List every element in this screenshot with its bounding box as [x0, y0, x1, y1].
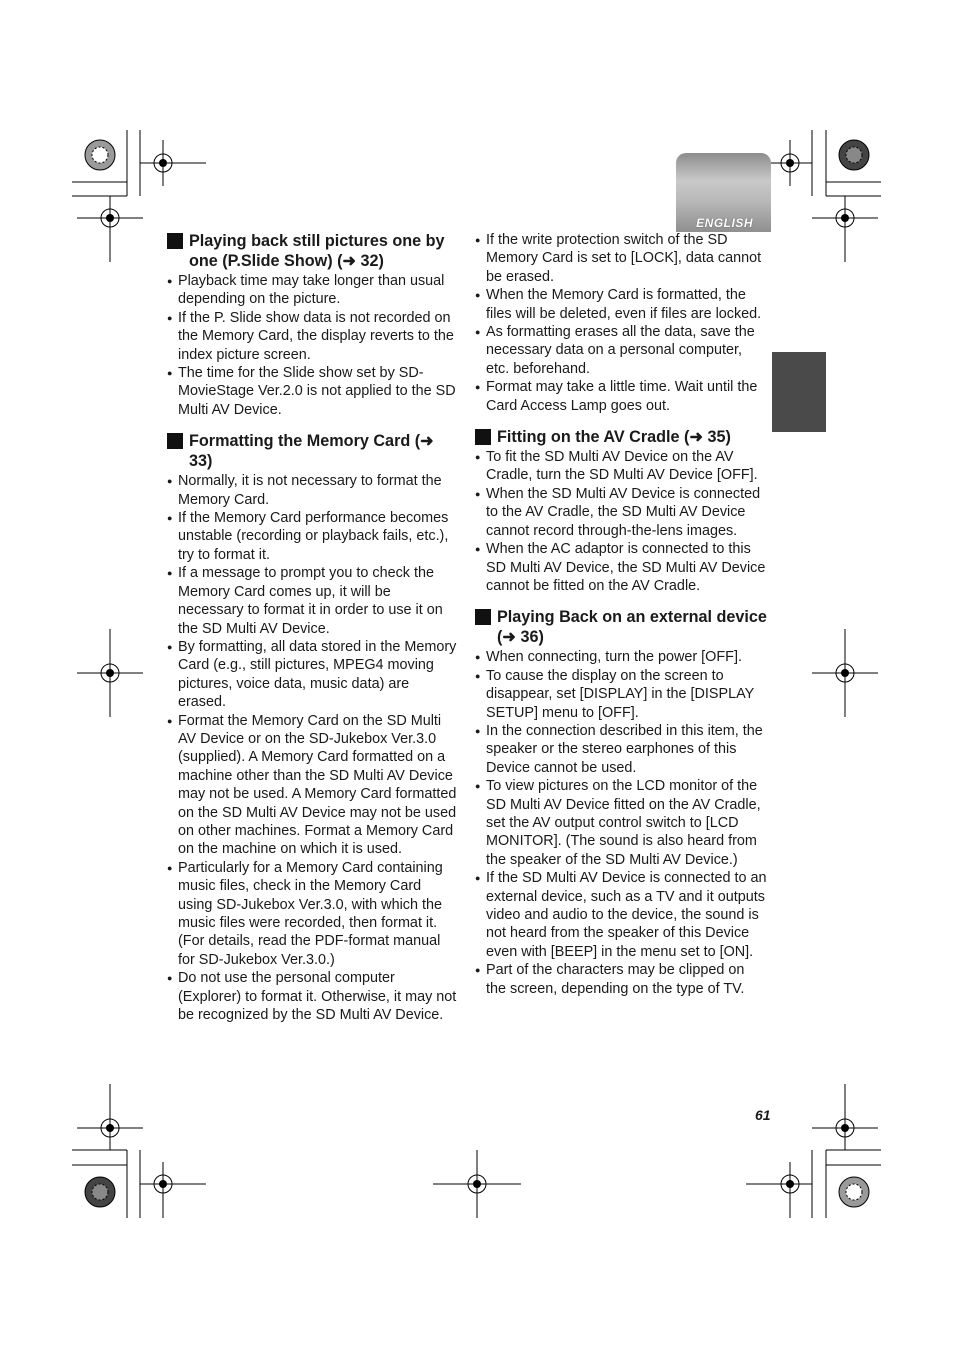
list-item: ● Normally, it is not necessary to format the Memory Card. — [167, 472, 457, 509]
list-item: ● When the Memory Card is formatted, the files will be deleted, even if files are locked. — [475, 286, 767, 323]
section-heading — [475, 607, 767, 647]
list-item: ● If the write protection switch of the SD Memory Card is set to [LOCK], data cannot be erased. — [475, 231, 767, 286]
list-item: ● Particularly for a Memory Card containing music files, check in the Memory Card using SD-Jukebox Ver.3.0, with which the music files were recorded, then format it. (For details, read the PDF-format manual for SD-Jukebox Ver.3.0.) — [167, 859, 457, 969]
heading-square-icon — [475, 609, 491, 625]
language-tab — [676, 153, 771, 232]
heading-text: Formatting the Memory Card (➜ 33) — [189, 432, 434, 471]
bullet-list — [475, 231, 767, 415]
list-item: ● By formatting, all data stored in the Memory Card (e.g., still pictures, MPEG4 moving pictures, voice data, music data) are erased. — [167, 638, 457, 712]
list-item: ● As formatting erases all the data, save the necessary data on a personal computer, etc. beforehand. — [475, 323, 767, 378]
list-item: ● To view pictures on the LCD monitor of the SD Multi AV Device fitted on the AV Cradle, set the AV output control switch to [LCD MONITOR]. (The sound is also heard from the speaker of the SD Multi AV Device.) — [475, 777, 767, 869]
bullet-list — [475, 648, 767, 998]
section — [475, 607, 767, 998]
bullet-list — [167, 472, 457, 1024]
heading-square-icon — [475, 429, 491, 445]
section — [475, 231, 767, 415]
section-heading — [475, 427, 767, 447]
list-item: ● In the connection described in this item, the speaker or the stereo earphones of this Device cannot be used. — [475, 722, 767, 777]
left-column — [167, 231, 457, 1036]
heading-square-icon — [167, 233, 183, 249]
list-item: ● If the P. Slide show data is not recorded on the Memory Card, the display reverts to the index picture screen. — [167, 309, 457, 364]
section — [167, 231, 457, 419]
heading-text: Playing Back on an external device (➜ 36) — [497, 608, 767, 647]
list-item: ● Do not use the personal computer (Explorer) to format it. Otherwise, it may not be recognized by the SD Multi AV Device. — [167, 969, 457, 1024]
heading-text: Fitting on the AV Cradle (➜ 35) — [497, 428, 731, 447]
section-heading — [167, 231, 457, 271]
list-item: ● When connecting, turn the power [OFF]. — [475, 648, 767, 666]
list-item: ● If the Memory Card performance becomes unstable (recording or playback fails, etc.), try to format it. — [167, 509, 457, 564]
section-heading — [167, 431, 457, 471]
list-item: ● If the SD Multi AV Device is connected to an external device, such as a TV and it outputs video and audio to the device, the sound is not heard from the speaker of this Device even with [BEEP] in the menu set to [ON]. — [475, 869, 767, 961]
heading-text: Playing back still pictures one by one (P.Slide Show) (➜ 32) — [189, 232, 445, 270]
right-column — [475, 231, 767, 1010]
language-tab-label: ENGLISH — [696, 216, 753, 230]
list-item: ● Format may take a little time. Wait until the Card Access Lamp goes out. — [475, 378, 767, 415]
heading-square-icon — [167, 433, 183, 449]
list-item: ● To cause the display on the screen to disappear, set [DISPLAY] in the [DISPLAY SETUP] menu to [OFF]. — [475, 667, 767, 722]
list-item: ● Playback time may take longer than usual depending on the picture. — [167, 272, 457, 309]
bullet-list — [167, 272, 457, 419]
list-item: ● Format the Memory Card on the SD Multi AV Device or on the SD-Jukebox Ver.3.0 (supplied). A Memory Card formatted on a machine other than the SD Multi AV Device may not be used. A Memory Card formatted on the SD Multi AV Device may not be used on other machines. Format a Memory Card on the machine on which it is used. — [167, 712, 457, 859]
section — [475, 427, 767, 595]
bullet-list — [475, 448, 767, 595]
page-number: 61 — [755, 1107, 771, 1123]
section — [167, 431, 457, 1024]
section-side-tab — [772, 352, 826, 432]
list-item: ● Part of the characters may be clipped on the screen, depending on the type of TV. — [475, 961, 767, 998]
list-item: ● When the SD Multi AV Device is connected to the AV Cradle, the SD Multi AV Device cannot record through-the-lens images. — [475, 485, 767, 540]
list-item: ● The time for the Slide show set by SD-MovieStage Ver.2.0 is not applied to the SD Multi AV Device. — [167, 364, 457, 419]
list-item: ● To fit the SD Multi AV Device on the AV Cradle, turn the SD Multi AV Device [OFF]. — [475, 448, 767, 485]
list-item: ● When the AC adaptor is connected to this SD Multi AV Device, the SD Multi AV Device cannot be fitted on the AV Cradle. — [475, 540, 767, 595]
list-item: ● If a message to prompt you to check the Memory Card comes up, it will be necessary to format it in order to use it on the SD Multi AV Device. — [167, 564, 457, 638]
